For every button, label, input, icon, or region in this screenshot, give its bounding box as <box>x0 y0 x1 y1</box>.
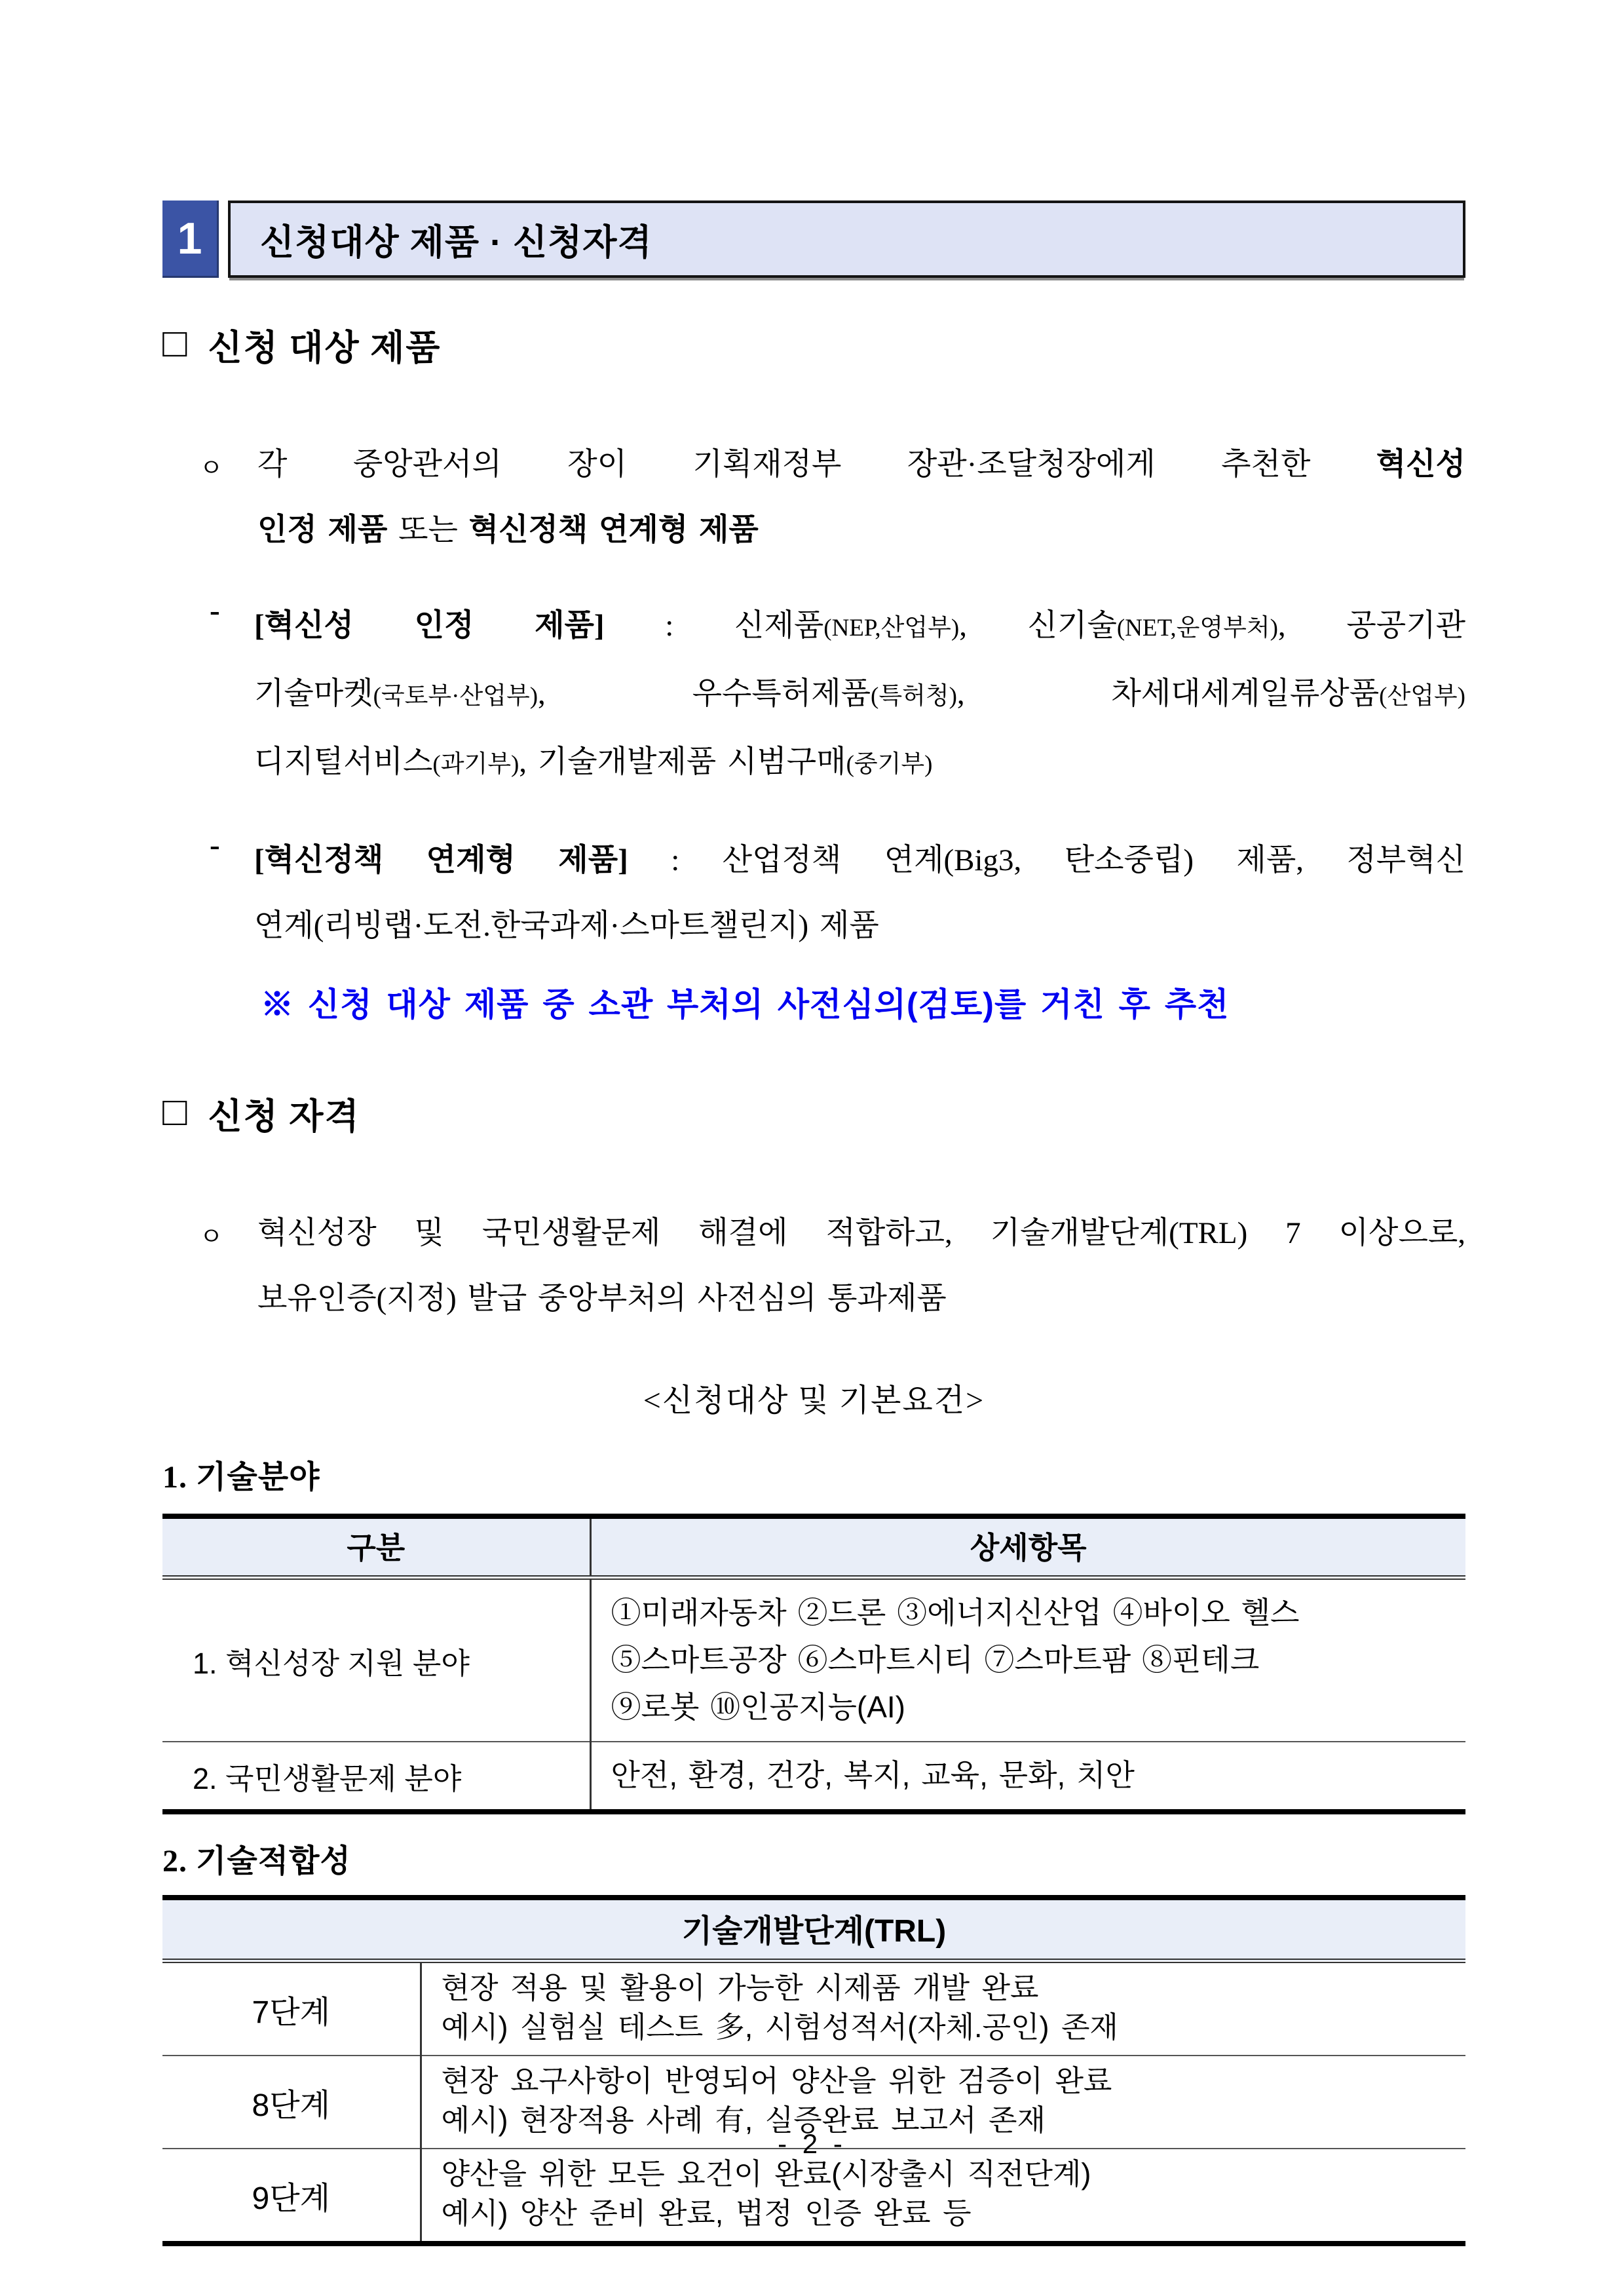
text-run: , 기술개발제품 시범구매 <box>519 745 846 779</box>
table1-title: 1. 기술분야 <box>162 1460 320 1495</box>
text-line: 현장 요구사항이 반영되어 양산을 위한 검증이 완료 <box>441 2064 1112 2097</box>
text-line <box>257 497 1465 563</box>
text-run: 기술마켓 <box>254 677 373 711</box>
text-run: 인정 제품 <box>257 513 388 547</box>
text-line: ⑤스마트공장 ⑥스마트시티 ⑦스마트팜 ⑧핀테크 <box>611 1643 1260 1677</box>
row-details <box>590 1578 1465 1742</box>
requirements-caption: <신청대상 및 기본요건> <box>643 1383 985 1418</box>
text-run: : 신제품 <box>604 609 824 643</box>
text-run: , 공공기관 <box>1277 609 1465 643</box>
text-run: 혁신성장 및 국민생활문제 해결에 적합하고, 기술개발단계(TRL) 7 이상으로, <box>257 1216 1465 1250</box>
table-header-row <box>162 1516 1465 1578</box>
heading-text: 신청 자격 <box>208 1097 360 1136</box>
table-row <box>162 1961 1465 2056</box>
row-label: 7단계 <box>162 1961 421 2056</box>
text-line <box>254 828 1465 893</box>
pre-review-note: ※ 신청 대상 제품 중 소관 부처의 사전심의(검토)를 거친 후 추천 <box>261 986 1230 1023</box>
text-run: (산업부) <box>1379 683 1465 710</box>
row-label: 1. 혁신성장 지원 분야 <box>162 1578 590 1742</box>
text-line: 현장 적용 및 활용이 가능한 시제품 개발 완료 <box>441 1971 1039 2004</box>
sub-item-innovation-recognized <box>162 593 1465 797</box>
text-line: 양산을 위한 모든 요건이 완료(시장출시 직전단계) <box>441 2157 1091 2191</box>
section-title: 신청대상 제품 · 신청자격 <box>260 222 652 262</box>
dash-bullet-icon: - <box>210 594 220 628</box>
page-content <box>162 0 1465 2246</box>
text-line: 안전, 환경, 건강, 복지, 교육, 문화, 치안 <box>611 1758 1135 1792</box>
text-run: 혁신정책 연계형 제품 <box>468 513 759 547</box>
text-line: 예시) 양산 준비 완료, 법정 인증 완료 등 <box>441 2196 972 2230</box>
text-run: 각 중앙관서의 장이 기획재정부 장관·조달청장에게 추천한 <box>257 448 1376 482</box>
text-line <box>257 432 1465 497</box>
table-header-row <box>162 1898 1465 1961</box>
text-run: [혁신성 인정 제품] <box>254 609 605 643</box>
text-line <box>254 593 1465 661</box>
heading-text: 신청 대상 제품 <box>208 328 442 368</box>
text-run: (특허청) <box>871 683 957 710</box>
text-line <box>257 1200 1465 1266</box>
column-header-category: 구분 <box>162 1516 590 1578</box>
text-run: 보유인증(지정) 발급 중앙부처의 사전심의 통과제품 <box>257 1282 947 1316</box>
text-run: (과기부) <box>432 751 519 778</box>
circle-bullet-icon: ㅇ <box>199 455 223 482</box>
row-label: 9단계 <box>162 2149 421 2244</box>
circle-bullet-icon: ㅇ <box>199 1223 223 1251</box>
bullet-item-recommended-products <box>162 432 1465 563</box>
tech-field-table <box>162 1514 1465 1814</box>
text-line: 예시) 실험실 테스트 多, 시험성적서(자체.공인) 존재 <box>441 2010 1118 2044</box>
row-label: 2. 국민생활문제 분야 <box>162 1742 590 1812</box>
text-run: (중기부) <box>846 751 933 778</box>
table-row <box>162 2149 1465 2244</box>
row-details <box>421 1961 1465 2056</box>
page-number: - 2 - <box>778 2128 846 2159</box>
row-label: 8단계 <box>162 2056 421 2149</box>
text-run: (NET,운영부처) <box>1116 615 1278 641</box>
square-bullet-icon: □ <box>162 1089 189 1134</box>
trl-table <box>162 1895 1465 2246</box>
section-header-band <box>162 201 1465 278</box>
text-run: , 신기술 <box>959 609 1117 643</box>
text-line <box>257 1266 1465 1331</box>
text-run: (국토부·산업부) <box>373 683 538 710</box>
text-run: 또는 <box>387 513 469 547</box>
text-run: : 산업정책 연계(Big3, 탄소중립) 제품, 정부혁신 <box>628 843 1465 877</box>
section-number-box: 1 <box>162 201 219 278</box>
heading-eligibility <box>162 1088 1465 1139</box>
text-line: ⑨로봇 ⑩인공지능(AI) <box>611 1690 905 1724</box>
text-run: 연계(리빙랩·도전.한국과제·스마트챌린지) 제품 <box>254 909 879 943</box>
text-run: 혁신성 <box>1376 448 1465 482</box>
section-title-box <box>228 201 1465 278</box>
sub-item-policy-linked <box>162 828 1465 959</box>
table-row <box>162 1742 1465 1812</box>
square-bullet-icon: □ <box>162 320 189 366</box>
text-run: [혁신정책 연계형 제품] <box>254 843 628 877</box>
table-row <box>162 1578 1465 1742</box>
heading-target-products <box>162 320 1465 370</box>
text-run: (NEP,산업부) <box>823 615 960 641</box>
text-line <box>254 661 1465 729</box>
trl-table-header: 기술개발단계(TRL) <box>162 1898 1465 1961</box>
text-line <box>254 893 1465 959</box>
text-line <box>254 729 1465 797</box>
text-run: , 우수특허제품 <box>538 677 871 711</box>
text-run: , 차세대세계일류상품 <box>956 677 1380 711</box>
table2-title: 2. 기술적합성 <box>162 1844 351 1879</box>
dash-bullet-icon: - <box>210 828 220 862</box>
text-line: 예시) 현장적용 사례 有, 실증완료 보고서 존재 <box>441 2103 1046 2137</box>
text-run: 디지털서비스 <box>254 745 433 779</box>
row-details <box>590 1742 1465 1812</box>
bullet-item-eligibility <box>162 1200 1465 1331</box>
row-details <box>421 2149 1465 2244</box>
column-header-details: 상세항목 <box>590 1516 1465 1578</box>
text-line: ①미래자동차 ②드론 ③에너지신산업 ④바이오 헬스 <box>611 1596 1300 1630</box>
